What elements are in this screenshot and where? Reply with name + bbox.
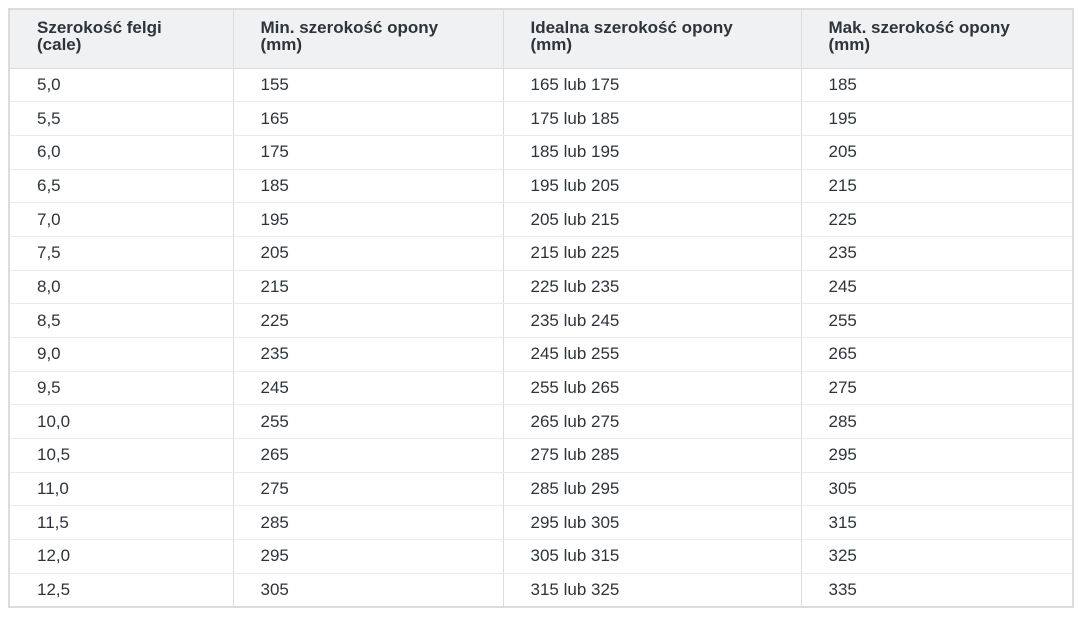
cell-min-tire-width: 255	[233, 405, 503, 439]
header-unit: (cale)	[37, 35, 82, 54]
cell-min-tire-width: 245	[233, 371, 503, 405]
cell-ideal-tire-width: 175 lub 185	[503, 102, 801, 136]
table-row	[10, 68, 1072, 102]
cell-max-tire-width: 295	[801, 439, 1072, 473]
cell-rim-width: 12,0	[10, 540, 233, 574]
cell-max-tire-width: 195	[801, 102, 1072, 136]
cell-min-tire-width: 235	[233, 338, 503, 372]
table-row	[10, 573, 1072, 607]
cell-max-tire-width: 215	[801, 169, 1072, 203]
cell-ideal-tire-width: 285 lub 295	[503, 472, 801, 506]
cell-rim-width: 5,0	[10, 68, 233, 102]
table-row	[10, 135, 1072, 169]
cell-ideal-tire-width: 165 lub 175	[503, 68, 801, 102]
cell-rim-width: 10,0	[10, 405, 233, 439]
cell-ideal-tire-width: 205 lub 215	[503, 203, 801, 237]
cell-max-tire-width: 245	[801, 270, 1072, 304]
table-row	[10, 338, 1072, 372]
cell-rim-width: 5,5	[10, 102, 233, 136]
header-unit: (mm)	[260, 35, 303, 54]
cell-min-tire-width: 275	[233, 472, 503, 506]
cell-max-tire-width: 325	[801, 540, 1072, 574]
cell-ideal-tire-width: 225 lub 235	[503, 270, 801, 304]
cell-min-tire-width: 195	[233, 203, 503, 237]
cell-rim-width: 7,0	[10, 203, 233, 237]
cell-rim-width: 8,5	[10, 304, 233, 338]
table-row	[10, 169, 1072, 203]
cell-ideal-tire-width: 185 lub 195	[503, 135, 801, 169]
table-body	[10, 68, 1072, 607]
cell-min-tire-width: 205	[233, 236, 503, 270]
table-row	[10, 236, 1072, 270]
cell-max-tire-width: 275	[801, 371, 1072, 405]
header-ideal-tire-width	[503, 10, 801, 68]
cell-max-tire-width: 285	[801, 405, 1072, 439]
cell-ideal-tire-width: 305 lub 315	[503, 540, 801, 574]
header-unit: (mm)	[828, 35, 871, 54]
header-max-tire-width	[801, 10, 1072, 68]
cell-max-tire-width: 205	[801, 135, 1072, 169]
header-label: Idealna szerokość opony	[530, 18, 733, 37]
cell-ideal-tire-width: 255 lub 265	[503, 371, 801, 405]
header-label: Mak. szerokość opony	[828, 18, 1010, 37]
cell-rim-width: 6,5	[10, 169, 233, 203]
table-row	[10, 304, 1072, 338]
cell-rim-width: 9,5	[10, 371, 233, 405]
data-table	[10, 10, 1072, 607]
cell-min-tire-width: 285	[233, 506, 503, 540]
cell-ideal-tire-width: 265 lub 275	[503, 405, 801, 439]
cell-ideal-tire-width: 235 lub 245	[503, 304, 801, 338]
header-label: Min. szerokość opony	[260, 18, 439, 37]
rim-tire-width-table	[8, 8, 1074, 608]
cell-rim-width: 10,5	[10, 439, 233, 473]
cell-max-tire-width: 265	[801, 338, 1072, 372]
cell-max-tire-width: 305	[801, 472, 1072, 506]
table-row	[10, 472, 1072, 506]
table-row	[10, 540, 1072, 574]
cell-min-tire-width: 265	[233, 439, 503, 473]
cell-rim-width: 11,5	[10, 506, 233, 540]
cell-rim-width: 12,5	[10, 573, 233, 607]
table-row	[10, 270, 1072, 304]
cell-max-tire-width: 185	[801, 68, 1072, 102]
table-row	[10, 102, 1072, 136]
cell-rim-width: 6,0	[10, 135, 233, 169]
cell-max-tire-width: 235	[801, 236, 1072, 270]
cell-max-tire-width: 255	[801, 304, 1072, 338]
table-row	[10, 203, 1072, 237]
table-header	[10, 10, 1072, 68]
cell-min-tire-width: 155	[233, 68, 503, 102]
header-unit: (mm)	[530, 35, 573, 54]
cell-max-tire-width: 225	[801, 203, 1072, 237]
cell-min-tire-width: 215	[233, 270, 503, 304]
cell-rim-width: 9,0	[10, 338, 233, 372]
cell-min-tire-width: 185	[233, 169, 503, 203]
cell-max-tire-width: 335	[828, 580, 857, 600]
cell-ideal-tire-width: 215 lub 225	[503, 236, 801, 270]
cell-rim-width: 8,0	[10, 270, 233, 304]
cell-min-tire-width: 175	[233, 135, 503, 169]
table-row	[10, 439, 1072, 473]
table-row	[10, 506, 1072, 540]
cell-ideal-tire-width: 295 lub 305	[503, 506, 801, 540]
cell-rim-width: 11,0	[10, 472, 233, 506]
cell-ideal-tire-width: 315 lub 325	[503, 573, 801, 607]
cell-min-tire-width: 165	[233, 102, 503, 136]
header-row	[10, 10, 1072, 68]
cell-min-tire-width: 225	[233, 304, 503, 338]
cell-min-tire-width: 305	[233, 573, 503, 607]
header-min-tire-width	[233, 10, 503, 68]
cell-rim-width: 7,5	[10, 236, 233, 270]
cell-ideal-tire-width: 195 lub 205	[503, 169, 801, 203]
table-row	[10, 405, 1072, 439]
cell-ideal-tire-width: 245 lub 255	[503, 338, 801, 372]
header-label: Szerokość felgi	[37, 18, 162, 37]
cell-min-tire-width: 295	[233, 540, 503, 574]
cell-ideal-tire-width: 275 lub 285	[503, 439, 801, 473]
table-row	[10, 371, 1072, 405]
header-rim-width	[10, 10, 233, 68]
cell-max-tire-width: 315	[801, 506, 1072, 540]
